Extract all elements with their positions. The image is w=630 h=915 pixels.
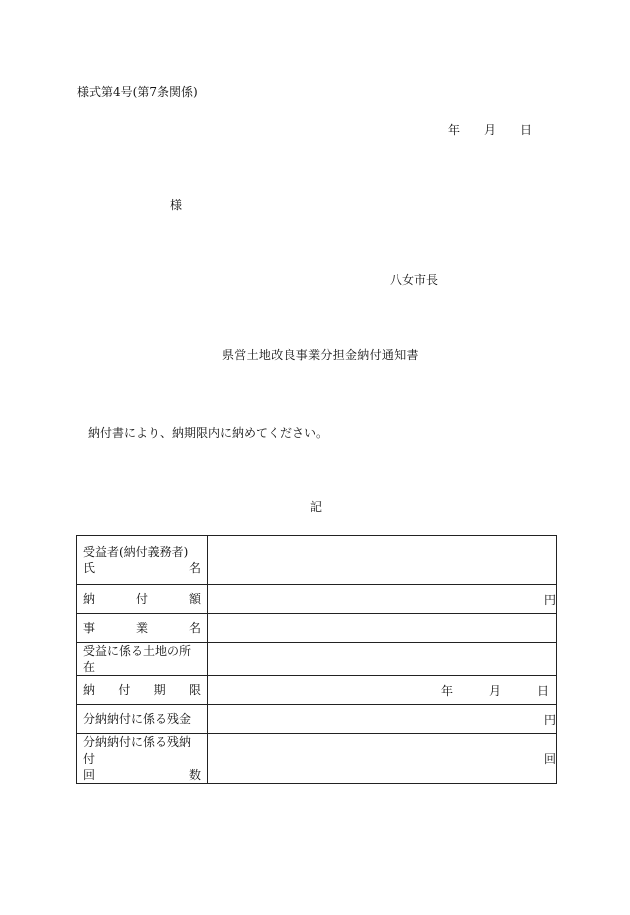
payer-label (77, 536, 208, 585)
amount-label-char: 納 (83, 591, 96, 606)
deadline-label (77, 676, 208, 705)
installment-count-unit: 回 (543, 752, 556, 767)
instruction-text: 納付書により、納期限内に納めてください。 (88, 426, 329, 440)
installment-balance-label-text: 分納納付に係る残金 (83, 712, 192, 727)
date-year-label: 年 (448, 123, 461, 137)
land-value (208, 643, 557, 676)
amount-label-char: 付 (135, 591, 148, 606)
deadline-label-char: 期 (153, 683, 166, 698)
amount-label-char: 額 (188, 591, 201, 606)
amount-label (77, 585, 208, 614)
installment-count-label-char: 回 (83, 767, 96, 782)
table-row-land (77, 643, 557, 676)
installment-count-label-line1: 分納納付に係る残納付 (83, 735, 192, 766)
notice-detail-table (76, 535, 557, 784)
deadline-label-char: 限 (188, 683, 201, 698)
deadline-label-char: 納 (83, 683, 96, 698)
document-date (448, 124, 532, 136)
form-number: 様式第4号(第7条関係) (77, 85, 198, 99)
land-label-text: 受益に係る土地の所在 (83, 644, 192, 675)
issuer-name: 八女市長 (390, 273, 439, 287)
deadline-value (208, 676, 557, 705)
amount-unit: 円 (543, 592, 556, 607)
deadline-label-char: 付 (118, 683, 131, 698)
installment-balance-label (77, 705, 208, 734)
document-title: 県営土地改良事業分担金納付通知書 (222, 348, 419, 362)
payer-label-line1: 受益者(納付義務者) (83, 544, 189, 559)
payer-value (208, 536, 557, 585)
deadline-month-label: 月 (488, 683, 501, 698)
deadline-year-label: 年 (440, 683, 453, 698)
project-label (77, 614, 208, 643)
installment-count-value (208, 734, 557, 784)
project-label-char: 業 (135, 620, 148, 635)
project-label-char: 事 (83, 620, 96, 635)
installment-count-label-char: 数 (188, 767, 201, 782)
installment-count-label (77, 734, 208, 784)
payer-label-char: 氏 (83, 561, 96, 575)
project-value (208, 614, 557, 643)
table-row-amount (77, 585, 557, 614)
table-row-installment-count (77, 734, 557, 784)
addressee-suffix: 様 (170, 198, 183, 212)
payer-label-char: 名 (188, 561, 201, 575)
date-day-label: 日 (519, 123, 532, 137)
table-row-installment-balance (77, 705, 557, 734)
deadline-day-label: 日 (536, 683, 549, 698)
date-month-label: 月 (483, 123, 496, 137)
ki-heading: 記 (310, 500, 323, 514)
amount-value (208, 585, 557, 614)
table-row-payer (77, 536, 557, 585)
table-row-project (77, 614, 557, 643)
project-label-char: 名 (188, 620, 201, 635)
installment-balance-unit: 円 (543, 712, 556, 727)
land-label (77, 643, 208, 676)
installment-balance-value (208, 705, 557, 734)
table-row-deadline (77, 676, 557, 705)
